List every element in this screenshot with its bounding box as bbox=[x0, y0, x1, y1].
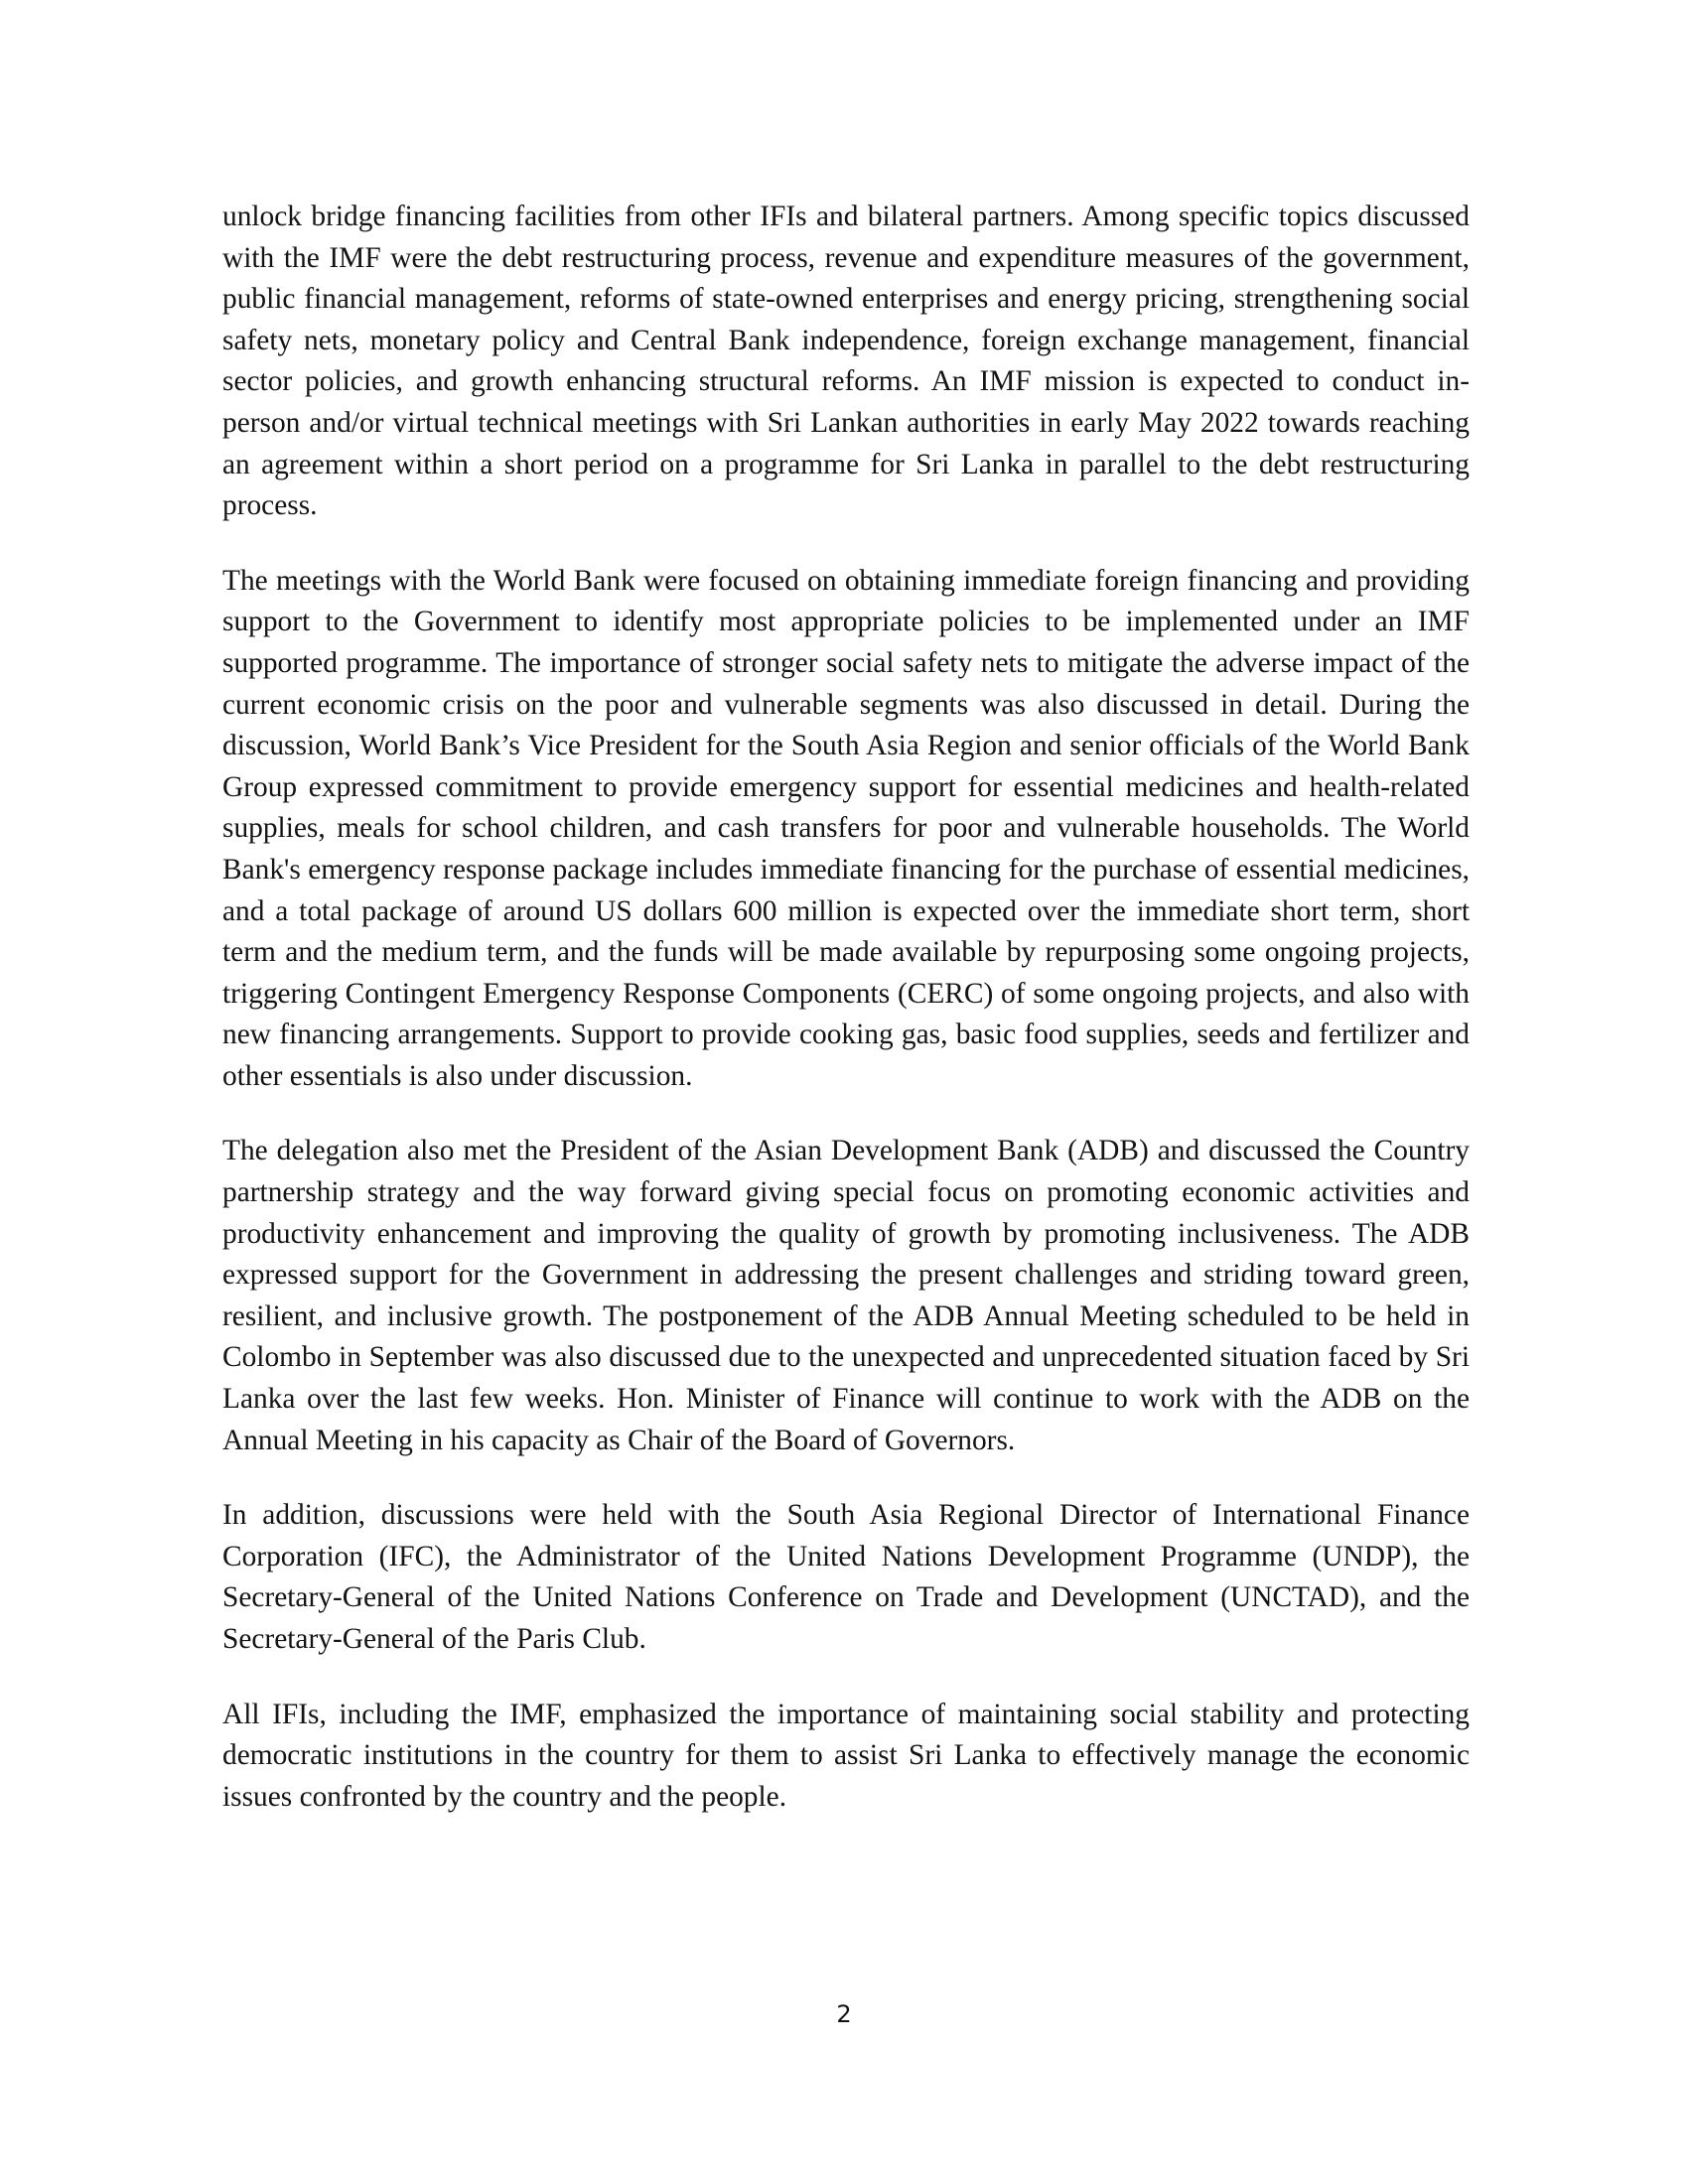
body-text bbox=[222, 197, 1470, 1851]
paragraph-adb: The delegation also met the President of the Asian Development Bank (ADB) and discussed the Country partnership strategy and the way forward giving special focus on promoting economic activities and productivity enhancement and improving the quality of growth by promoting inclusiveness. The ADB expressed support for the Government in addressing the present challenges and striding toward green, resilient, and inclusive growth. The postponement of the ADB Annual Meeting scheduled to be held in Colombo in September was also discussed due to the unexpected and unprecedented situation faced by Sri Lanka over the last few weeks. Hon. Minister of Finance will continue to work with the ADB on the Annual Meeting in his capacity as Chair of the Board of Governors. bbox=[222, 1135, 1470, 1456]
paragraph-other-institutions: In addition, discussions were held with the South Asia Regional Director of International Finance Corporation (IFC), the Administrator of the United Nations Development Programme (UNDP), the Secretary-General of the United Nations Conference on Trade and Development (UNCTAD), and the Secretary-General of the Paris Club. bbox=[222, 1499, 1470, 1655]
paragraph-ifis-social-stability: All IFIs, including the IMF, emphasized the importance of maintaining social stability and protecting democratic institutions in the country for them to assist Sri Lanka to effectively manage the economic issues confronted by the country and the people. bbox=[222, 1698, 1470, 1813]
paragraph-world-bank: The meetings with the World Bank were focused on obtaining immediate foreign financing and providing support to the Government to identify most appropriate policies to be implemented under an IMF supported programme. The importance of stronger social safety nets to mitigate the adverse impact of the current economic crisis on the poor and vulnerable segments was also discussed in detail. During the discussion, World Bank’s Vice President for the South Asia Region and senior officials of the World Bank Group expressed commitment to provide emergency support for essential medicines and health-related supplies, meals for school children, and cash transfers for poor and vulnerable households. The World Bank's emergency response package includes immediate financing for the purchase of essential medicines, and a total package of around US dollars 600 million is expected over the immediate short term, short term and the medium term, and the funds will be made available by repurposing some ongoing projects, triggering Contingent Emergency Response Components (CERC) of some ongoing projects, and also with new financing arrangements. Support to provide cooking gas, basic food supplies, seeds and fertilizer and other essentials is also under discussion. bbox=[222, 564, 1470, 1092]
page-number: 2 bbox=[836, 2000, 852, 2028]
paragraph-imf-discussions: unlock bridge financing facilities from other IFIs and bilateral partners. Among specific topics discussed with the IMF were the debt restructuring process, revenue and expenditure measures of the government, public financial management, reforms of state-owned enterprises and energy pricing, strengthening social safety nets, monetary policy and Central Bank independence, foreign exchange management, financial sector policies, and growth enhancing structural reforms. An IMF mission is expected to conduct in-person and/or virtual technical meetings with Sri Lankan authorities in early May 2022 towards reaching an agreement within a short period on a programme for Sri Lanka in parallel to the debt restructuring process. bbox=[222, 201, 1470, 522]
